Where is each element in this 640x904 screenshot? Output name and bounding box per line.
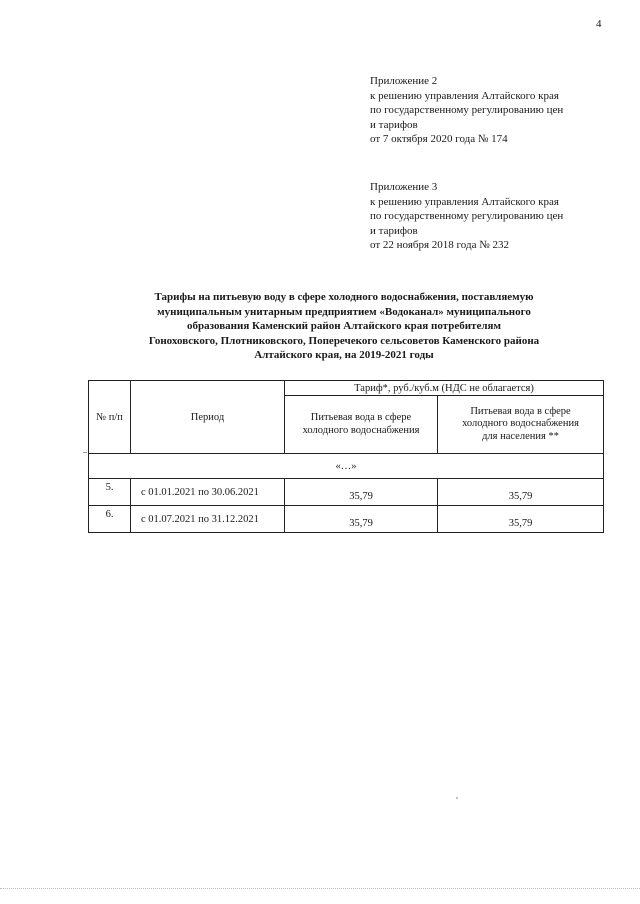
- appendix-2-line: по государственному регулированию цен: [370, 104, 564, 116]
- header-population-line: холодного водоснабжения: [462, 418, 579, 430]
- row-general-tariff: 35,79: [285, 506, 438, 533]
- header-population-line: для населения **: [482, 430, 559, 442]
- row-period: с 01.07.2021 по 31.12.2021: [131, 506, 285, 533]
- scan-mark: [83, 452, 87, 453]
- header-num: № п/п: [89, 381, 131, 454]
- document-title: [88, 290, 600, 363]
- header-general-line: холодного водоснабжения: [302, 424, 420, 436]
- table-ellipsis-row: «…»: [89, 454, 604, 479]
- appendix-3-header: [370, 180, 620, 253]
- header-population-water: [438, 396, 604, 454]
- header-general-line: Питьевая вода в сфере: [310, 412, 412, 424]
- row-num: 5.: [89, 479, 131, 506]
- row-population-tariff: 35,79: [438, 506, 604, 533]
- appendix-2-line: к решению управления Алтайского края: [370, 89, 559, 102]
- appendix-3-line: Приложение 3: [370, 181, 438, 193]
- title-line: Алтайского края, на 2019-2021 годы: [254, 349, 434, 361]
- page-number: 4: [596, 18, 602, 30]
- header-tariff: Тариф*, руб./куб.м (НДС не облагается): [285, 381, 604, 396]
- appendix-3-line: от 22 ноября 2018 года № 232: [370, 239, 509, 251]
- title-line: Гоноховского, Плотниковского, Поперечекого сельсоветов Каменского района: [148, 334, 540, 347]
- appendix-2-line: от 7 октября 2020 года № 174: [370, 133, 508, 145]
- row-period: с 01.01.2021 по 30.06.2021: [131, 479, 285, 506]
- row-general-tariff: 35,79: [285, 479, 438, 506]
- appendix-2-line: Приложение 2: [370, 75, 438, 87]
- title-line: муниципальным унитарным предприятием «Водоканал» муниципального: [157, 305, 531, 318]
- header-population-line: Питьевая вода в сфере: [470, 405, 571, 417]
- table-row: [89, 506, 604, 533]
- appendix-2-line: и тарифов: [370, 118, 418, 131]
- row-population-tariff: 35,79: [438, 479, 604, 506]
- header-general-water: [285, 396, 438, 454]
- appendix-3-line: и тарифов: [370, 224, 418, 237]
- title-line: образования Каменский район Алтайского края потребителям: [187, 320, 501, 332]
- title-line: Тарифы на питьевую воду в сфере холодного водоснабжения, поставляемую: [154, 291, 534, 303]
- appendix-3-line: к решению управления Алтайского края: [370, 195, 559, 208]
- tariff-table: [88, 380, 604, 533]
- row-num: 6.: [89, 506, 131, 533]
- scan-speck: [456, 797, 458, 799]
- header-period: Период: [131, 381, 285, 454]
- scan-bottom-edge: [0, 888, 640, 889]
- appendix-3-line: по государственному регулированию цен: [370, 210, 564, 222]
- appendix-2-header: [370, 74, 620, 147]
- table-row: [89, 479, 604, 506]
